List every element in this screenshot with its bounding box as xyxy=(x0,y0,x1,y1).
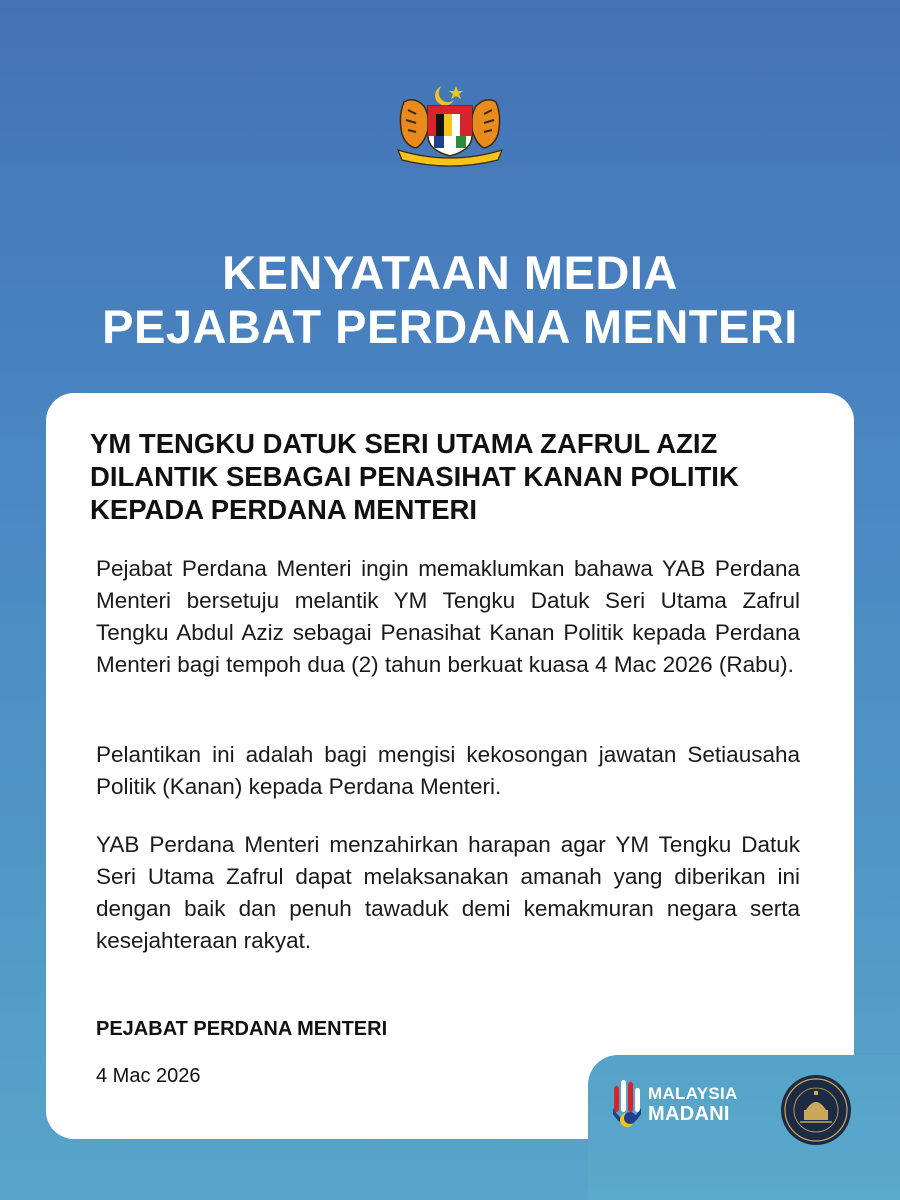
page-title-line1: KENYATAAN MEDIA xyxy=(222,246,678,299)
madani-text-line2: MADANI xyxy=(648,1103,730,1125)
headline-line: DILANTIK SEBAGAI PENASIHAT KANAN POLITIK xyxy=(90,461,739,492)
statement-paragraph: YAB Perdana Menteri menzahirkan harapan agar YM Tengku Datuk Seri Utama Zafrul dapat melaksanakan amanah yang diberikan ini dengan baik dan penuh tawaduk demi kemakmuran negara serta kesejahteraan rakyat. xyxy=(96,832,800,953)
malaysia-madani-logo xyxy=(612,1078,757,1138)
page-title-line2: PEJABAT PERDANA MENTERI xyxy=(102,300,798,353)
statement-paragraph: Pelantikan ini adalah bagi mengisi kekosongan jawatan Setiausaha Politik (Kanan) kepada Perdana Menteri. xyxy=(96,742,800,799)
statement-headline xyxy=(90,427,810,526)
headline-line: YM TENGKU DATUK SERI UTAMA ZAFRUL AZIZ xyxy=(90,428,718,459)
statement-card xyxy=(46,393,854,1139)
madani-hand-icon xyxy=(612,1078,642,1132)
statement-paragraph: Pejabat Perdana Menteri ingin memaklumkan bahawa YAB Perdana Menteri bersetuju melantik YM Tengku Datuk Seri Utama Zafrul Tengku Abdul Aziz sebagai Penasihat Kanan Politik kepada Perdana Menteri bagi tempoh dua (2) tahun berkuat kuasa 4 Mac 2026 (Rabu). xyxy=(96,556,800,677)
coat-of-arms-icon xyxy=(390,80,510,170)
headline-line: KEPADA PERDANA MENTERI xyxy=(90,494,478,525)
madani-text-line1: MALAYSIA xyxy=(648,1084,738,1103)
signature-organization: PEJABAT PERDANA MENTERI xyxy=(96,1018,388,1040)
signature-date: 4 Mac 2026 xyxy=(96,1065,201,1087)
pmo-seal-icon xyxy=(780,1074,852,1146)
